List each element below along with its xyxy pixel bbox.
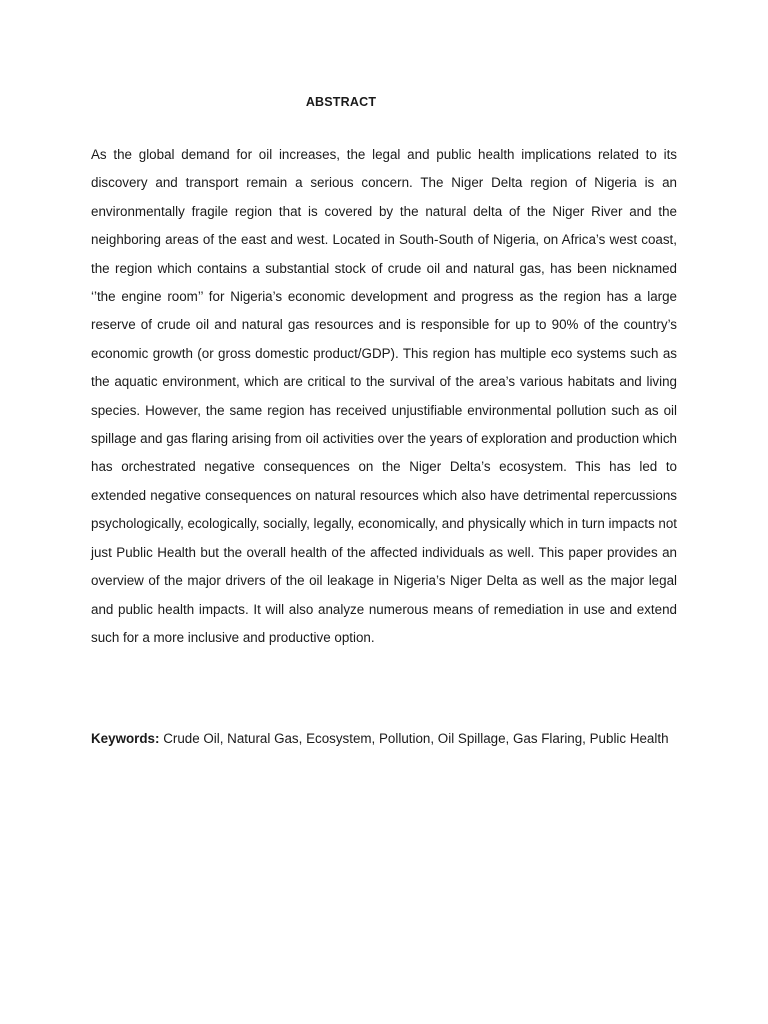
- keywords-list: Crude Oil, Natural Gas, Ecosystem, Pollution, Oil Spillage, Gas Flaring, Public Health: [159, 731, 669, 746]
- keywords-label: Keywords:: [91, 731, 160, 746]
- abstract-paragraph: As the global demand for oil increases, the legal and public health implications related to its discovery and transport remain a serious concern. The Niger Delta region of Nigeria is an environmentally fragile region that is covered by the natural delta of the Niger River and the neighboring areas of the east and west. Located in South-South of Nigeria, on Africa’s west coast, the region which contains a substantial stock of crude oil and natural gas, has been nicknamed ‘’the engine room’’ for Nigeria’s economic development and progress as the region has a large reserve of crude oil and natural gas resources and is responsible for up to 90% of the country’s economic growth (or gross domestic product/GDP). This region has multiple eco systems such as the aquatic environment, which are critical to the survival of the area’s various habitats and living species. However, the same region has received unjustifiable environmental pollution such as oil spillage and gas flaring arising from oil activities over the years of exploration and production which has orchestrated negative consequences on the Niger Delta’s ecosystem. This has led to extended negative consequences on natural resources which also have detrimental repercussions psychologically, ecologically, socially, legally, economically, and physically which in turn impacts not just Public Health but the overall health of the affected individuals as well. This paper provides an overview of the major drivers of the oil leakage in Nigeria’s Niger Delta as well as the major legal and public health impacts. It will also analyze numerous means of remediation in use and extend such for a more inclusive and productive option.: [91, 147, 677, 645]
- keywords-line: [91, 728, 691, 750]
- abstract-heading: ABSTRACT: [305, 95, 377, 109]
